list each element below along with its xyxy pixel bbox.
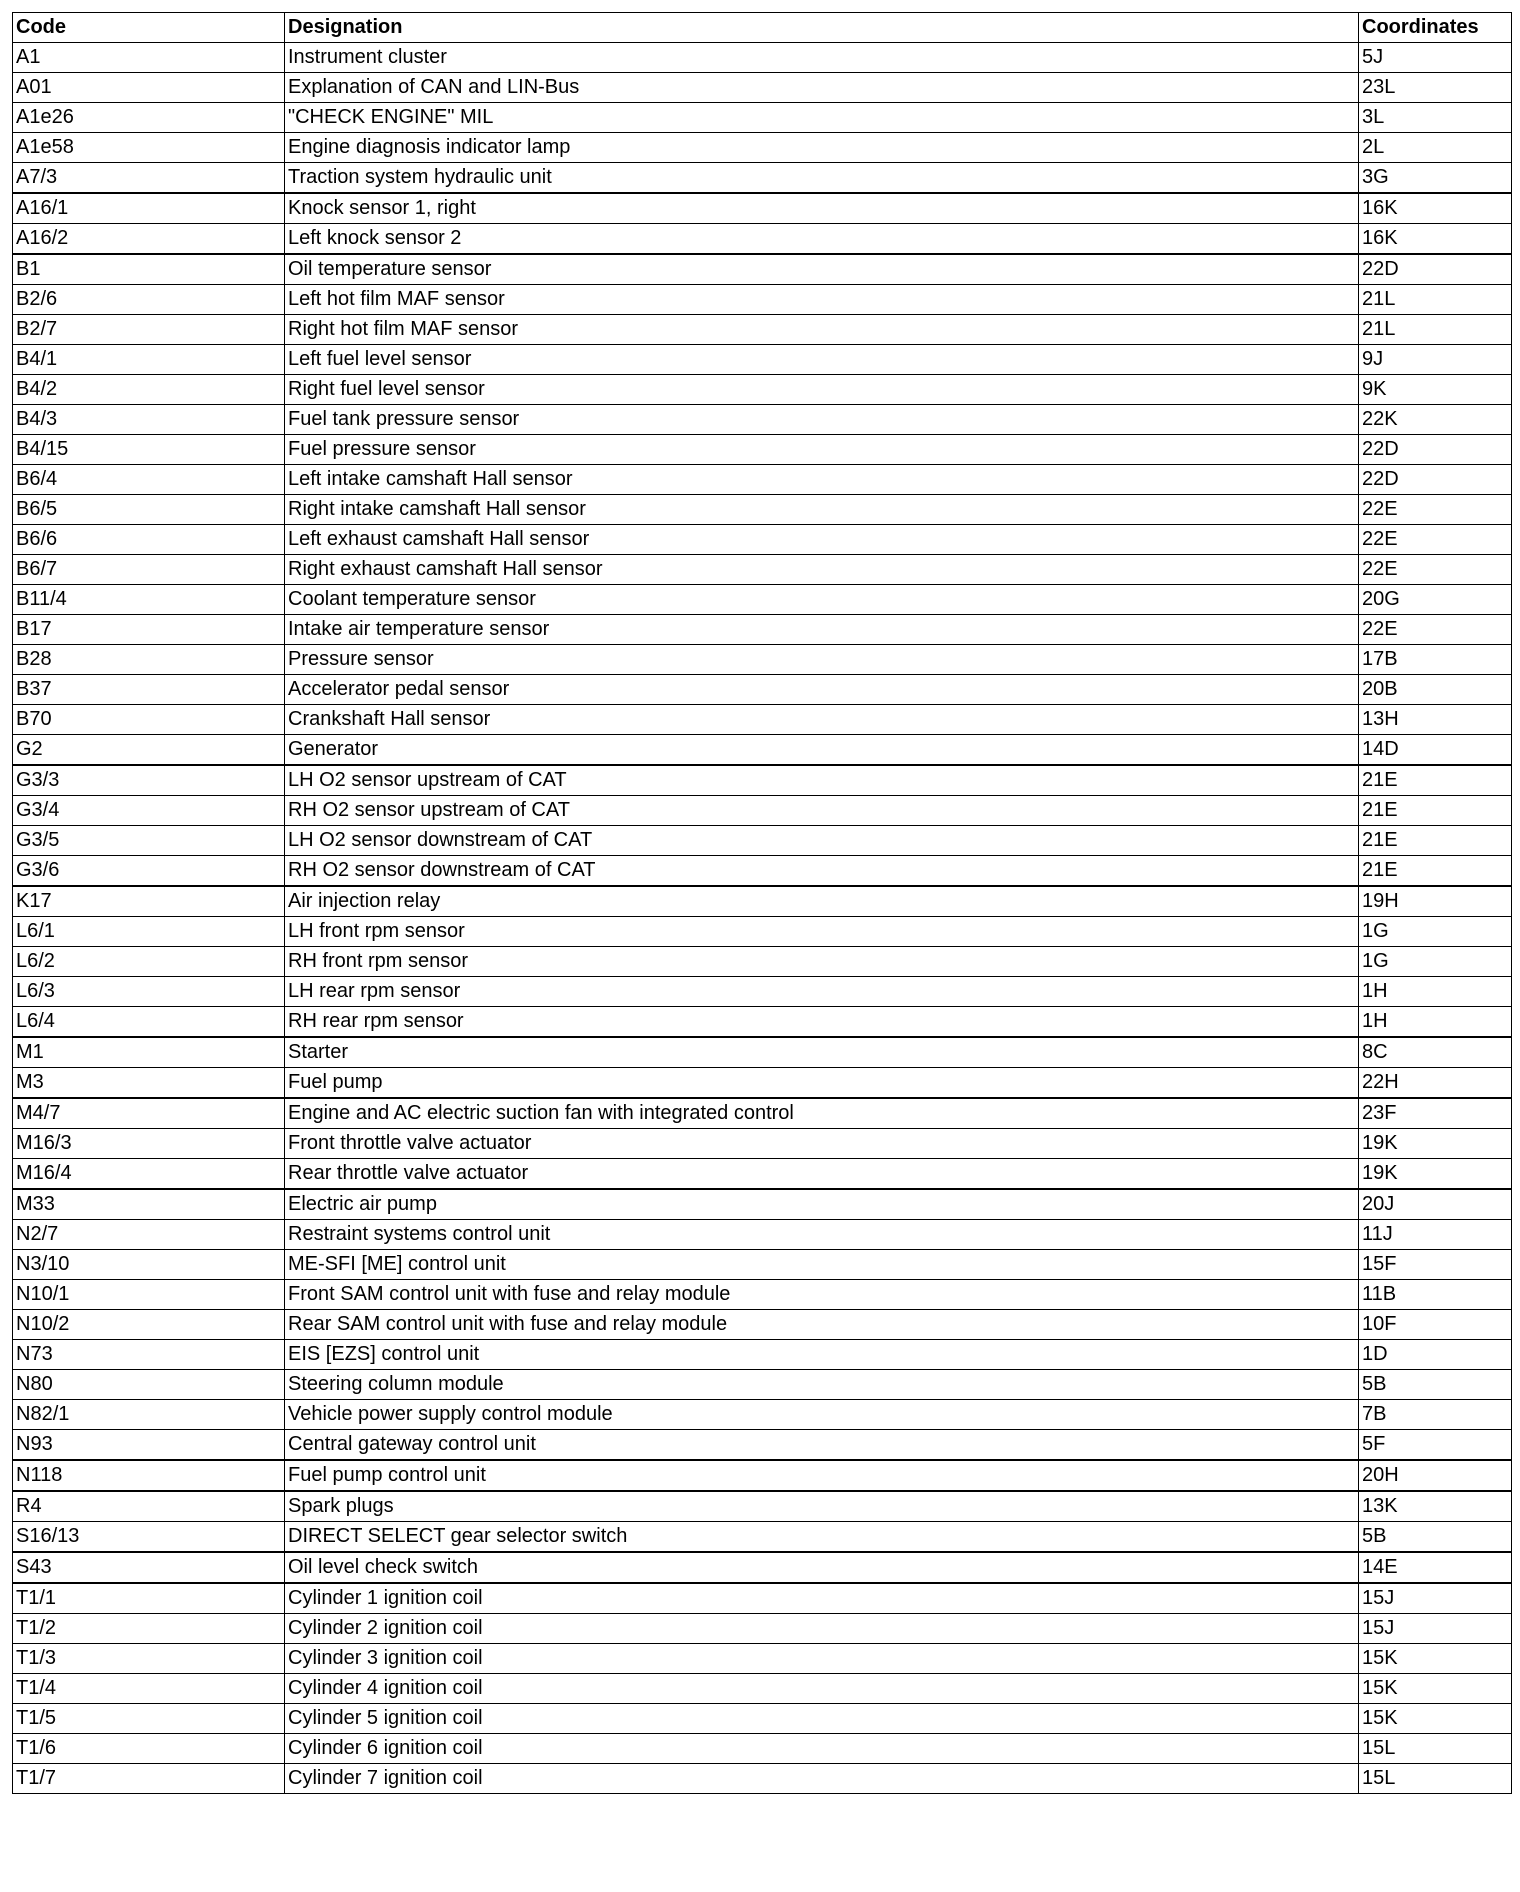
cell-coordinates: 22K <box>1359 405 1512 435</box>
cell-coordinates: 20G <box>1359 585 1512 615</box>
cell-designation: Cylinder 2 ignition coil <box>285 1614 1359 1644</box>
cell-designation: Air injection relay <box>285 886 1359 917</box>
cell-code: B1 <box>13 254 285 285</box>
table-row <box>13 1280 1512 1310</box>
table-row <box>13 705 1512 735</box>
cell-designation: "CHECK ENGINE" MIL <box>285 103 1359 133</box>
cell-code: N118 <box>13 1460 285 1491</box>
cell-coordinates: 16K <box>1359 224 1512 255</box>
table-row <box>13 1704 1512 1734</box>
cell-code: N93 <box>13 1430 285 1461</box>
cell-coordinates: 15J <box>1359 1614 1512 1644</box>
cell-designation: Fuel pressure sensor <box>285 435 1359 465</box>
cell-designation: Cylinder 3 ignition coil <box>285 1644 1359 1674</box>
table-row <box>13 1129 1512 1159</box>
cell-coordinates: 1H <box>1359 1007 1512 1038</box>
cell-code: B37 <box>13 675 285 705</box>
table-body <box>13 43 1512 1794</box>
table-row <box>13 1674 1512 1704</box>
table-row <box>13 73 1512 103</box>
cell-coordinates: 5B <box>1359 1522 1512 1553</box>
cell-code: N2/7 <box>13 1220 285 1250</box>
cell-designation: Starter <box>285 1037 1359 1068</box>
cell-coordinates: 14D <box>1359 735 1512 766</box>
cell-designation: LH O2 sensor downstream of CAT <box>285 826 1359 856</box>
table-row <box>13 285 1512 315</box>
cell-code: B6/6 <box>13 525 285 555</box>
cell-designation: Left exhaust camshaft Hall sensor <box>285 525 1359 555</box>
cell-code: M16/3 <box>13 1129 285 1159</box>
cell-designation: LH front rpm sensor <box>285 917 1359 947</box>
cell-code: B11/4 <box>13 585 285 615</box>
cell-coordinates: 7B <box>1359 1400 1512 1430</box>
cell-code: T1/7 <box>13 1764 285 1794</box>
cell-code: A1 <box>13 43 285 73</box>
cell-code: T1/4 <box>13 1674 285 1704</box>
cell-designation: Instrument cluster <box>285 43 1359 73</box>
cell-designation: Left knock sensor 2 <box>285 224 1359 255</box>
cell-coordinates: 22E <box>1359 525 1512 555</box>
cell-coordinates: 11B <box>1359 1280 1512 1310</box>
cell-coordinates: 1D <box>1359 1340 1512 1370</box>
cell-coordinates: 9K <box>1359 375 1512 405</box>
cell-coordinates: 21L <box>1359 285 1512 315</box>
cell-coordinates: 1G <box>1359 917 1512 947</box>
table-row <box>13 254 1512 285</box>
cell-code: G3/3 <box>13 765 285 796</box>
cell-designation: Generator <box>285 735 1359 766</box>
cell-coordinates: 23F <box>1359 1098 1512 1129</box>
cell-code: T1/5 <box>13 1704 285 1734</box>
cell-coordinates: 20B <box>1359 675 1512 705</box>
cell-code: T1/3 <box>13 1644 285 1674</box>
cell-designation: Vehicle power supply control module <box>285 1400 1359 1430</box>
component-legend-table <box>12 12 1512 1794</box>
table-row <box>13 1007 1512 1038</box>
cell-code: A1e58 <box>13 133 285 163</box>
cell-designation: Left hot film MAF sensor <box>285 285 1359 315</box>
cell-designation: Right fuel level sensor <box>285 375 1359 405</box>
cell-designation: Crankshaft Hall sensor <box>285 705 1359 735</box>
table-row <box>13 405 1512 435</box>
table-row <box>13 555 1512 585</box>
cell-code: M1 <box>13 1037 285 1068</box>
cell-coordinates: 1H <box>1359 977 1512 1007</box>
cell-code: B70 <box>13 705 285 735</box>
table-row <box>13 947 1512 977</box>
cell-coordinates: 21E <box>1359 826 1512 856</box>
table-row <box>13 1644 1512 1674</box>
cell-designation: Spark plugs <box>285 1491 1359 1522</box>
table-row <box>13 796 1512 826</box>
table-row <box>13 375 1512 405</box>
cell-code: M33 <box>13 1189 285 1220</box>
cell-code: L6/3 <box>13 977 285 1007</box>
cell-designation: Rear SAM control unit with fuse and relay module <box>285 1310 1359 1340</box>
cell-code: L6/4 <box>13 1007 285 1038</box>
cell-coordinates: 20H <box>1359 1460 1512 1491</box>
table-row <box>13 163 1512 194</box>
cell-code: K17 <box>13 886 285 917</box>
cell-designation: RH O2 sensor downstream of CAT <box>285 856 1359 887</box>
cell-coordinates: 22H <box>1359 1068 1512 1099</box>
cell-designation: DIRECT SELECT gear selector switch <box>285 1522 1359 1553</box>
cell-coordinates: 21E <box>1359 856 1512 887</box>
cell-designation: Left fuel level sensor <box>285 345 1359 375</box>
cell-code: M3 <box>13 1068 285 1099</box>
table-row <box>13 1430 1512 1461</box>
table-row <box>13 675 1512 705</box>
cell-code: G2 <box>13 735 285 766</box>
cell-designation: Front throttle valve actuator <box>285 1129 1359 1159</box>
table-row <box>13 1764 1512 1794</box>
cell-designation: Right intake camshaft Hall sensor <box>285 495 1359 525</box>
cell-designation: RH front rpm sensor <box>285 947 1359 977</box>
cell-designation: Oil level check switch <box>285 1552 1359 1583</box>
table-row <box>13 525 1512 555</box>
table-row <box>13 1460 1512 1491</box>
cell-coordinates: 21L <box>1359 315 1512 345</box>
cell-code: B2/7 <box>13 315 285 345</box>
cell-code: A16/2 <box>13 224 285 255</box>
cell-designation: RH O2 sensor upstream of CAT <box>285 796 1359 826</box>
cell-coordinates: 11J <box>1359 1220 1512 1250</box>
cell-coordinates: 13H <box>1359 705 1512 735</box>
cell-code: T1/2 <box>13 1614 285 1644</box>
table-row <box>13 1522 1512 1553</box>
header-coordinates: Coordinates <box>1359 13 1512 43</box>
cell-coordinates: 15L <box>1359 1734 1512 1764</box>
cell-designation: Engine diagnosis indicator lamp <box>285 133 1359 163</box>
cell-designation: Cylinder 7 ignition coil <box>285 1764 1359 1794</box>
cell-coordinates: 14E <box>1359 1552 1512 1583</box>
cell-code: N73 <box>13 1340 285 1370</box>
cell-coordinates: 15J <box>1359 1583 1512 1614</box>
cell-coordinates: 23L <box>1359 73 1512 103</box>
cell-code: N80 <box>13 1370 285 1400</box>
cell-coordinates: 19K <box>1359 1129 1512 1159</box>
cell-designation: Intake air temperature sensor <box>285 615 1359 645</box>
table-row <box>13 917 1512 947</box>
cell-coordinates: 3L <box>1359 103 1512 133</box>
table-row <box>13 1340 1512 1370</box>
cell-designation: Right exhaust camshaft Hall sensor <box>285 555 1359 585</box>
cell-code: R4 <box>13 1491 285 1522</box>
cell-code: G3/4 <box>13 796 285 826</box>
cell-coordinates: 17B <box>1359 645 1512 675</box>
cell-code: B28 <box>13 645 285 675</box>
cell-coordinates: 19K <box>1359 1159 1512 1190</box>
table-row <box>13 345 1512 375</box>
table-row <box>13 765 1512 796</box>
cell-code: N10/1 <box>13 1280 285 1310</box>
table-row <box>13 1310 1512 1340</box>
cell-designation: Central gateway control unit <box>285 1430 1359 1461</box>
table-row <box>13 826 1512 856</box>
cell-designation: Electric air pump <box>285 1189 1359 1220</box>
cell-designation: ME-SFI [ME] control unit <box>285 1250 1359 1280</box>
cell-designation: Pressure sensor <box>285 645 1359 675</box>
table-row <box>13 977 1512 1007</box>
cell-designation: Engine and AC electric suction fan with integrated control <box>285 1098 1359 1129</box>
cell-code: A16/1 <box>13 193 285 224</box>
cell-coordinates: 3G <box>1359 163 1512 194</box>
table-row <box>13 1189 1512 1220</box>
table-row <box>13 43 1512 73</box>
cell-designation: Fuel pump <box>285 1068 1359 1099</box>
cell-designation: Steering column module <box>285 1370 1359 1400</box>
table-row <box>13 1098 1512 1129</box>
cell-designation: EIS [EZS] control unit <box>285 1340 1359 1370</box>
table-row <box>13 1491 1512 1522</box>
cell-code: M16/4 <box>13 1159 285 1190</box>
cell-coordinates: 19H <box>1359 886 1512 917</box>
cell-coordinates: 13K <box>1359 1491 1512 1522</box>
cell-coordinates: 22D <box>1359 435 1512 465</box>
cell-designation: Cylinder 5 ignition coil <box>285 1704 1359 1734</box>
cell-code: B4/3 <box>13 405 285 435</box>
cell-designation: Left intake camshaft Hall sensor <box>285 465 1359 495</box>
table-row <box>13 1552 1512 1583</box>
cell-designation: Rear throttle valve actuator <box>285 1159 1359 1190</box>
cell-code: S43 <box>13 1552 285 1583</box>
cell-designation: Restraint systems control unit <box>285 1220 1359 1250</box>
cell-designation: Cylinder 4 ignition coil <box>285 1674 1359 1704</box>
header-code: Code <box>13 13 285 43</box>
cell-coordinates: 5F <box>1359 1430 1512 1461</box>
header-designation: Designation <box>285 13 1359 43</box>
cell-code: B6/5 <box>13 495 285 525</box>
cell-code: N10/2 <box>13 1310 285 1340</box>
cell-designation: Traction system hydraulic unit <box>285 163 1359 194</box>
cell-designation: RH rear rpm sensor <box>285 1007 1359 1038</box>
cell-code: N82/1 <box>13 1400 285 1430</box>
cell-code: T1/1 <box>13 1583 285 1614</box>
cell-designation: Right hot film MAF sensor <box>285 315 1359 345</box>
cell-code: B6/7 <box>13 555 285 585</box>
table-row <box>13 465 1512 495</box>
cell-designation: LH O2 sensor upstream of CAT <box>285 765 1359 796</box>
table-row <box>13 1037 1512 1068</box>
cell-code: A1e26 <box>13 103 285 133</box>
cell-coordinates: 22E <box>1359 615 1512 645</box>
cell-coordinates: 15F <box>1359 1250 1512 1280</box>
cell-designation: Fuel tank pressure sensor <box>285 405 1359 435</box>
table-row <box>13 315 1512 345</box>
cell-designation: Cylinder 6 ignition coil <box>285 1734 1359 1764</box>
cell-coordinates: 22E <box>1359 555 1512 585</box>
cell-coordinates: 5B <box>1359 1370 1512 1400</box>
table-row <box>13 735 1512 766</box>
table-row <box>13 1583 1512 1614</box>
cell-code: B4/15 <box>13 435 285 465</box>
cell-coordinates: 15K <box>1359 1704 1512 1734</box>
table-row <box>13 645 1512 675</box>
cell-coordinates: 15K <box>1359 1674 1512 1704</box>
cell-coordinates: 9J <box>1359 345 1512 375</box>
cell-coordinates: 22D <box>1359 254 1512 285</box>
table-row <box>13 1614 1512 1644</box>
cell-coordinates: 20J <box>1359 1189 1512 1220</box>
cell-designation: Explanation of CAN and LIN-Bus <box>285 73 1359 103</box>
table-row <box>13 585 1512 615</box>
table-row <box>13 1068 1512 1099</box>
cell-coordinates: 21E <box>1359 796 1512 826</box>
cell-coordinates: 8C <box>1359 1037 1512 1068</box>
cell-coordinates: 1G <box>1359 947 1512 977</box>
cell-code: G3/5 <box>13 826 285 856</box>
cell-code: B4/1 <box>13 345 285 375</box>
cell-coordinates: 10F <box>1359 1310 1512 1340</box>
cell-designation: Cylinder 1 ignition coil <box>285 1583 1359 1614</box>
cell-coordinates: 16K <box>1359 193 1512 224</box>
cell-designation: Front SAM control unit with fuse and relay module <box>285 1280 1359 1310</box>
table-row <box>13 103 1512 133</box>
cell-code: B4/2 <box>13 375 285 405</box>
cell-coordinates: 21E <box>1359 765 1512 796</box>
table-row <box>13 1734 1512 1764</box>
cell-code: A7/3 <box>13 163 285 194</box>
cell-code: G3/6 <box>13 856 285 887</box>
cell-coordinates: 5J <box>1359 43 1512 73</box>
cell-coordinates: 15L <box>1359 1764 1512 1794</box>
cell-coordinates: 15K <box>1359 1644 1512 1674</box>
table-row <box>13 1250 1512 1280</box>
cell-code: L6/2 <box>13 947 285 977</box>
cell-code: M4/7 <box>13 1098 285 1129</box>
table-row <box>13 886 1512 917</box>
cell-designation: Accelerator pedal sensor <box>285 675 1359 705</box>
cell-code: S16/13 <box>13 1522 285 1553</box>
table-row <box>13 1370 1512 1400</box>
table-row <box>13 133 1512 163</box>
cell-code: B17 <box>13 615 285 645</box>
table-row <box>13 193 1512 224</box>
cell-coordinates: 22E <box>1359 495 1512 525</box>
cell-designation: Knock sensor 1, right <box>285 193 1359 224</box>
cell-code: L6/1 <box>13 917 285 947</box>
cell-code: N3/10 <box>13 1250 285 1280</box>
table-row <box>13 1220 1512 1250</box>
table-row <box>13 1159 1512 1190</box>
cell-designation: Fuel pump control unit <box>285 1460 1359 1491</box>
cell-coordinates: 2L <box>1359 133 1512 163</box>
table-row <box>13 615 1512 645</box>
table-row <box>13 224 1512 255</box>
table-row <box>13 435 1512 465</box>
cell-designation: Oil temperature sensor <box>285 254 1359 285</box>
table-row <box>13 1400 1512 1430</box>
cell-coordinates: 22D <box>1359 465 1512 495</box>
cell-designation: Coolant temperature sensor <box>285 585 1359 615</box>
table-row <box>13 856 1512 887</box>
cell-code: B6/4 <box>13 465 285 495</box>
cell-code: T1/6 <box>13 1734 285 1764</box>
cell-code: A01 <box>13 73 285 103</box>
table-row <box>13 495 1512 525</box>
table-header-row <box>13 13 1512 43</box>
cell-code: B2/6 <box>13 285 285 315</box>
cell-designation: LH rear rpm sensor <box>285 977 1359 1007</box>
